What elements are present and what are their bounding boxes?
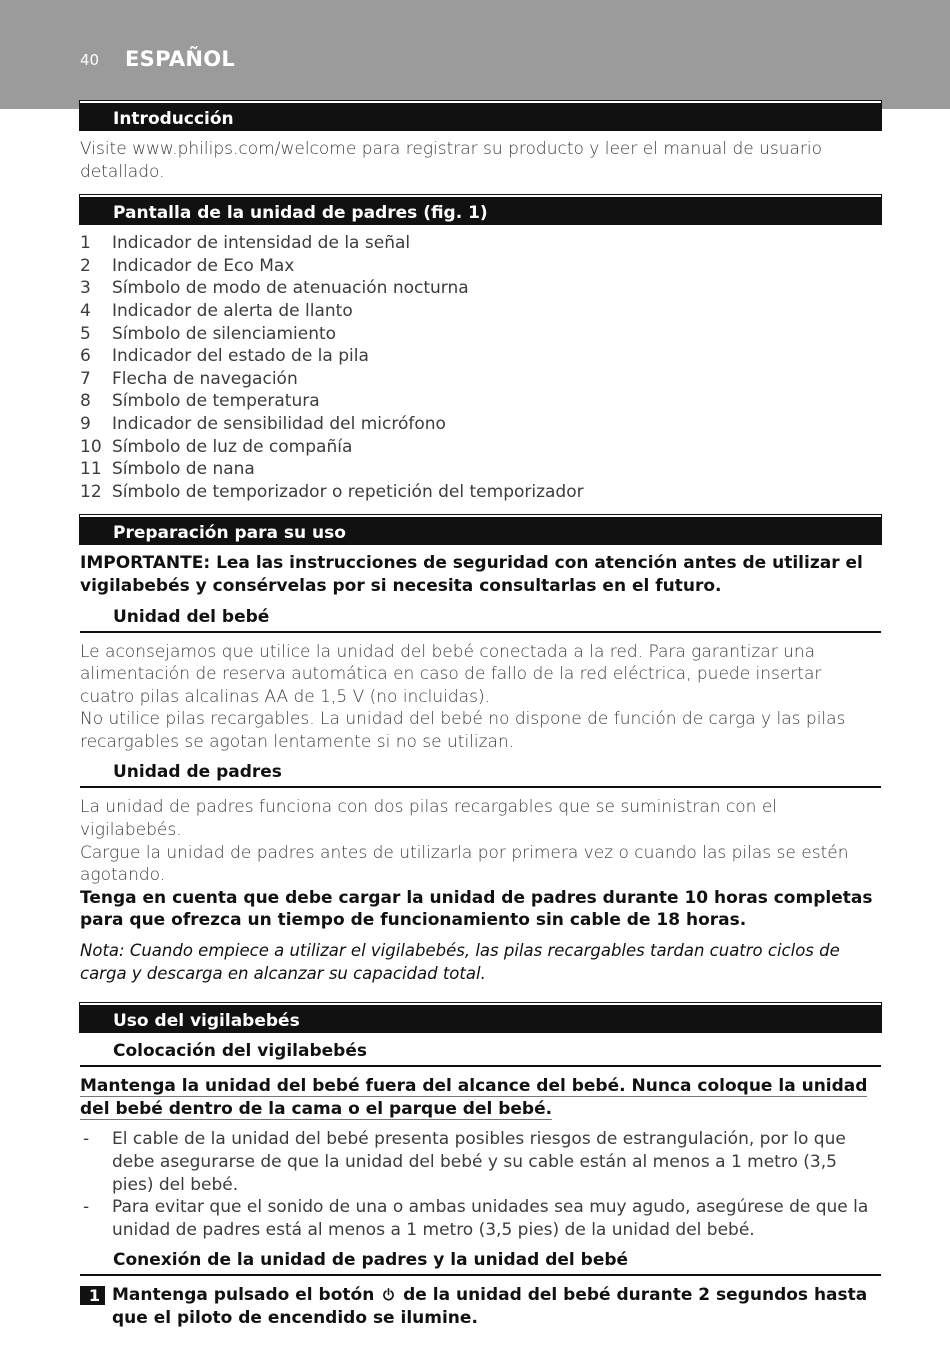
subheading-connection: Conexión de la unidad de padres y la unidad del bebé <box>80 1249 881 1276</box>
section-title-prep: Preparación para su uso <box>80 515 881 544</box>
battery-note: Nota: Cuando empiece a utilizar el vigilabebés, las pilas recargables tardan cuatro ciclos de carga y descarga en alcanzar su capacidad total. <box>80 941 840 983</box>
item-number: 2 <box>80 255 91 276</box>
list-item <box>80 323 881 346</box>
power-icon <box>382 1288 395 1301</box>
page-content <box>80 101 881 1330</box>
item-label: Símbolo de nana <box>112 459 255 480</box>
item-number: 3 <box>80 278 91 299</box>
list-item <box>80 277 881 300</box>
list-item <box>80 300 881 323</box>
bullet-dash: - <box>83 1197 90 1218</box>
item-label: Símbolo de temperatura <box>112 391 320 412</box>
item-number: 4 <box>80 300 91 321</box>
list-item <box>80 436 881 459</box>
parent-unit-text-2: Cargue la unidad de padres antes de utilizarla por primera vez o cuando las pilas se estén agotando. <box>80 842 849 886</box>
step-text-after: de la unidad del bebé durante 2 segundos hasta que el piloto de encendido se ilumine. <box>112 1285 868 1328</box>
section-title-display: Pantalla de la unidad de padres (fig. 1) <box>80 195 881 224</box>
list-item <box>80 390 881 413</box>
item-number: 5 <box>80 323 91 344</box>
section-title-intro: Introducción <box>80 101 881 130</box>
item-number: 7 <box>80 368 91 389</box>
section-title-use: Uso del vigilabebés <box>80 1003 881 1032</box>
page-number: 40 <box>80 51 100 69</box>
item-label: Indicador de Eco Max <box>112 255 295 276</box>
item-number: 1 <box>80 233 91 254</box>
item-label: Indicador de alerta de llanto <box>112 300 353 321</box>
item-label: Símbolo de luz de compañía <box>112 436 353 457</box>
subheading-baby-unit: Unidad del bebé <box>80 606 881 633</box>
step-text <box>112 1284 881 1329</box>
parent-unit-text-1: La unidad de padres funciona con dos pilas recargables que se suministran con el vigilabebés. <box>80 797 778 841</box>
item-number: 8 <box>80 391 91 412</box>
item-number: 6 <box>80 346 91 367</box>
intro-text: Visite www.philips.com/welcome para registrar su producto y leer el manual de usuario detallado. <box>80 139 823 182</box>
important-notice: IMPORTANTE: Lea las instrucciones de seguridad con atención antes de utilizar el vigilabebés y consérvelas por si necesita consultarlas en el futuro. <box>80 553 863 596</box>
bullet-dash: - <box>83 1129 90 1150</box>
step-number-badge: 1 <box>80 1286 105 1305</box>
placement-warning-text: Mantenga la unidad del bebé fuera del alcance del bebé. Nunca coloque la unidad del bebé dentro de la cama o el parque del bebé. <box>80 1076 868 1119</box>
placement-bullets <box>80 1128 881 1241</box>
baby-unit-text-2: No utilice pilas recargables. La unidad del bebé no dispone de función de carga y las pilas recargables se agotan lentamente si no se utilizan. <box>80 709 846 752</box>
item-number: 11 <box>80 459 102 480</box>
bullet-text: El cable de la unidad del bebé presenta posibles riesgos de estrangulación, por lo que debe asegurarse de que la unidad del bebé y su cable están al menos a 1 metro (3,5 pies) del bebé. <box>112 1129 846 1195</box>
list-item <box>80 458 881 481</box>
item-label: Indicador de intensidad de la señal <box>112 233 411 254</box>
item-label: Símbolo de silenciamiento <box>112 323 337 344</box>
bullet-text: Para evitar que el sonido de una o ambas unidades sea muy agudo, asegúrese de que la unidad de padres está al menos a 1 metro (3,5 pies) de la unidad del bebé. <box>112 1197 869 1240</box>
display-items-list <box>80 232 881 503</box>
item-label: Indicador de sensibilidad del micrófono <box>112 413 446 434</box>
list-item <box>80 481 881 504</box>
parent-unit-charge-notice: Tenga en cuenta que debe cargar la unidad de padres durante 10 horas completas para que ofrezca un tiempo de funcionamiento sin cable de 18 horas. <box>80 887 873 931</box>
header-band <box>0 0 950 109</box>
item-number: 12 <box>80 481 102 502</box>
list-item <box>80 345 881 368</box>
subheading-parent-unit: Unidad de padres <box>80 761 881 788</box>
language-title: ESPAÑOL <box>125 47 236 71</box>
list-item <box>80 255 881 278</box>
item-label: Símbolo de modo de atenuación nocturna <box>112 278 469 299</box>
list-item <box>80 232 881 255</box>
list-item <box>80 1196 881 1241</box>
item-number: 9 <box>80 413 91 434</box>
item-label: Símbolo de temporizador o repetición del temporizador <box>112 481 584 502</box>
baby-unit-text-1: Le aconsejamos que utilice la unidad del bebé conectada a la red. Para garantizar una alimentación de reserva automática en caso de fallo de la red eléctrica, puede insertar cuatro pilas alcalinas AA de 1,5 V (no incluidas). <box>80 641 822 707</box>
item-label: Indicador del estado de la pila <box>112 346 369 367</box>
placement-warning <box>80 1075 881 1120</box>
step-text-before: Mantenga pulsado el botón <box>112 1285 375 1306</box>
item-label: Flecha de navegación <box>112 368 298 389</box>
item-number: 10 <box>80 436 102 457</box>
subheading-placement: Colocación del vigilabebés <box>80 1040 881 1067</box>
list-item <box>80 1128 881 1196</box>
list-item <box>80 413 881 436</box>
step-1 <box>80 1284 881 1329</box>
list-item <box>80 368 881 391</box>
